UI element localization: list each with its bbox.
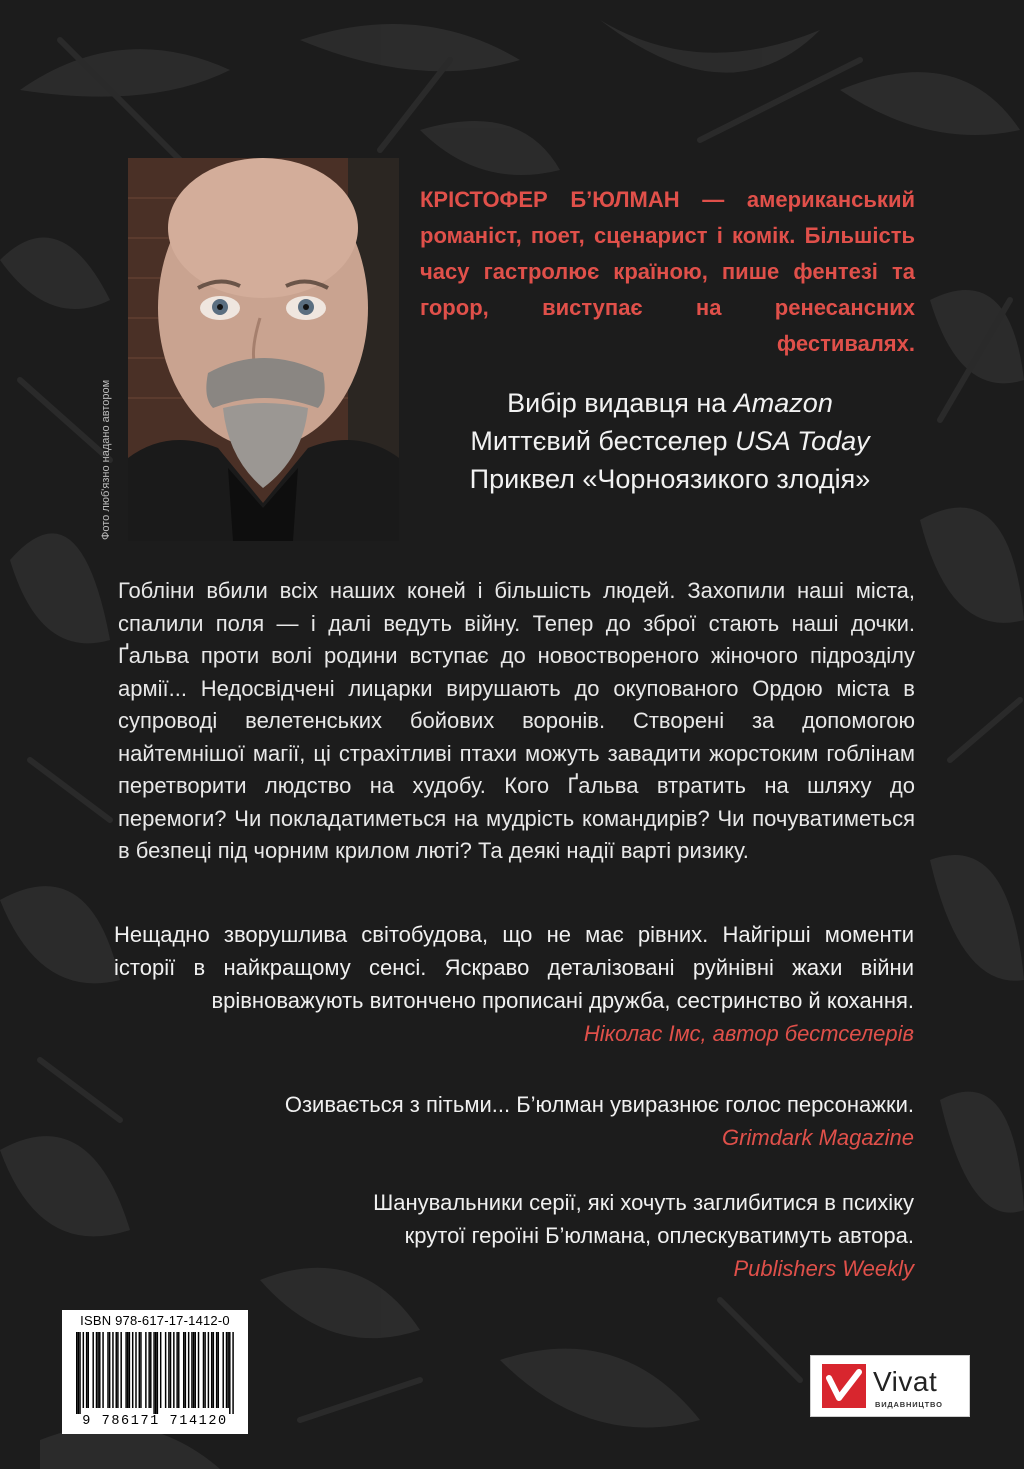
- review-source: Ніколас Імс, автор бестселерів: [583, 1021, 914, 1046]
- publisher-subtitle: ВИДАВНИЦТВО: [875, 1400, 943, 1409]
- isbn-label: ISBN 978-617-17-1412-0: [80, 1313, 230, 1328]
- barcode-bar: [216, 1332, 217, 1408]
- barcode-bar: [198, 1332, 199, 1408]
- barcode-bar: [132, 1332, 133, 1408]
- barcode-bar: [208, 1332, 209, 1408]
- barcode-bar: [139, 1332, 140, 1408]
- photo-credit: Фото люб'язно надано автором: [100, 379, 112, 540]
- barcode-bar: [176, 1332, 177, 1408]
- barcode-bar: [76, 1332, 77, 1414]
- review-quote: Озивається з пітьми... Б’юлман увиразнює голос персонажки.: [284, 1092, 914, 1117]
- review: [114, 1088, 914, 1154]
- barcode-bar: [79, 1332, 80, 1414]
- barcode-bar: [148, 1332, 149, 1408]
- barcode-bar: [183, 1332, 184, 1408]
- barcode-bar: [222, 1332, 223, 1408]
- barcode-bar: [232, 1332, 233, 1414]
- barcode-bar: [97, 1332, 98, 1408]
- barcode-bar: [165, 1332, 166, 1408]
- barcode-bar: [117, 1332, 118, 1408]
- barcode-bar: [109, 1332, 110, 1408]
- review-source: Publishers Weekly: [733, 1256, 914, 1281]
- barcode-bar: [99, 1332, 100, 1408]
- barcode-bar: [140, 1332, 141, 1408]
- barcode-bar: [173, 1332, 174, 1408]
- vivat-logo-icon: [822, 1364, 866, 1408]
- publisher-logo: [810, 1355, 970, 1417]
- highlight-line: [420, 384, 920, 422]
- barcode-bar: [102, 1332, 103, 1408]
- author-bio-text: американський романіст, поет, сценарист і комік. Більшість часу гастролює країною, пише фентезі та горор, виступає на ренесансних фестивалях.: [420, 187, 915, 356]
- barcode-bar: [78, 1332, 79, 1414]
- barcode-bar: [96, 1332, 97, 1408]
- isbn-barcode: [62, 1310, 248, 1434]
- barcode-digits: 9 786171 714120: [82, 1414, 228, 1429]
- barcode-bar: [112, 1332, 113, 1408]
- barcode-bar: [88, 1332, 89, 1408]
- barcode-bar: [178, 1332, 179, 1408]
- barcode-bar: [226, 1332, 227, 1408]
- barcode-bar: [168, 1332, 169, 1408]
- barcode-bar: [107, 1332, 108, 1408]
- highlight-text: Миттєвий бестселер: [470, 426, 736, 456]
- highlight-text: Вибір видавця на: [507, 388, 734, 418]
- highlight-line: [420, 460, 920, 498]
- review-quote: Нещадно зворушлива світобудова, що не має рівних. Найгірші моменти історії в найкращому сенсі. Яскраво деталізовані руйнівні жахи війни врівноважують витончено прописані дружба, сестринство й кохання.: [114, 922, 914, 1013]
- barcode-bar: [193, 1332, 194, 1408]
- highlight-text: Приквел «Чорноязикого злодія»: [469, 464, 871, 494]
- barcode-bar: [213, 1332, 214, 1408]
- barcode-bar: [145, 1332, 146, 1408]
- barcode-bar: [157, 1332, 158, 1414]
- barcode-bar: [170, 1332, 171, 1408]
- highlight-emphasis: Amazon: [733, 388, 833, 418]
- publisher-name: Vivat: [873, 1366, 938, 1397]
- barcode-bar: [185, 1332, 186, 1408]
- barcode-bar: [153, 1332, 154, 1414]
- barcode-bar: [116, 1332, 117, 1408]
- author-bio: [420, 182, 915, 362]
- author-portrait-image: [128, 158, 399, 541]
- synopsis: Гобліни вбили всіх наших коней і більшість людей. Захопили наші міста, спалили поля — і далі ведуть війну. Тепер до зброї стають наші дочки. Ґальва проти волі родини вступає до новоствореного жіночого підрозділу армії... Недосвідчені лицарки вирушають до окупованого Ордою міста в супроводі велетенських бойових воронів. Створені за допомогою найтемнішої магії, ці страхітливі птахи можуть завадити жорстоким гоблінам перетворити людство на худобу. Кого Ґальва втратить на шляху до перемоги? Чи покладатиметься на мудрість командирів? Чи почуватиметься в безпеці під чорним крилом люті? Та деякі надії варті ризику.: [118, 578, 915, 863]
- barcode-bar: [227, 1332, 228, 1408]
- barcode-bar: [191, 1332, 192, 1408]
- barcode-icon: [76, 1332, 234, 1414]
- barcode-bar: [211, 1332, 212, 1408]
- barcode-bar: [160, 1332, 161, 1408]
- barcode-bar: [125, 1332, 126, 1408]
- barcode-bar: [129, 1332, 130, 1408]
- barcode-bar: [150, 1332, 151, 1408]
- highlight-line: [420, 422, 920, 460]
- barcode-bar: [218, 1332, 219, 1408]
- review: [114, 918, 914, 1050]
- author-photo: [128, 158, 399, 541]
- barcode-bar: [155, 1332, 156, 1414]
- review: [314, 1186, 914, 1285]
- barcode-bar: [188, 1332, 189, 1408]
- barcode-bar: [135, 1332, 136, 1408]
- barcode-bar: [127, 1332, 128, 1408]
- barcode-bar: [120, 1332, 121, 1408]
- highlights: [420, 384, 920, 498]
- author-name: КРІСТОФЕР Б’ЮЛМАН —: [420, 187, 725, 212]
- highlight-emphasis: USA Today: [735, 426, 870, 456]
- barcode-bar: [83, 1332, 84, 1408]
- barcode-bar: [86, 1332, 87, 1408]
- review-source: Grimdark Magazine: [722, 1125, 914, 1150]
- barcode-bar: [204, 1332, 205, 1408]
- barcode-bar: [203, 1332, 204, 1408]
- barcode-bar: [229, 1332, 230, 1414]
- barcode-bar: [195, 1332, 196, 1408]
- barcode-bar: [92, 1332, 93, 1408]
- review-quote: Шанувальники серії, які хочуть заглибитися в психіку крутої героїні Б’юлмана, оплескуватимуть автора.: [373, 1190, 914, 1248]
